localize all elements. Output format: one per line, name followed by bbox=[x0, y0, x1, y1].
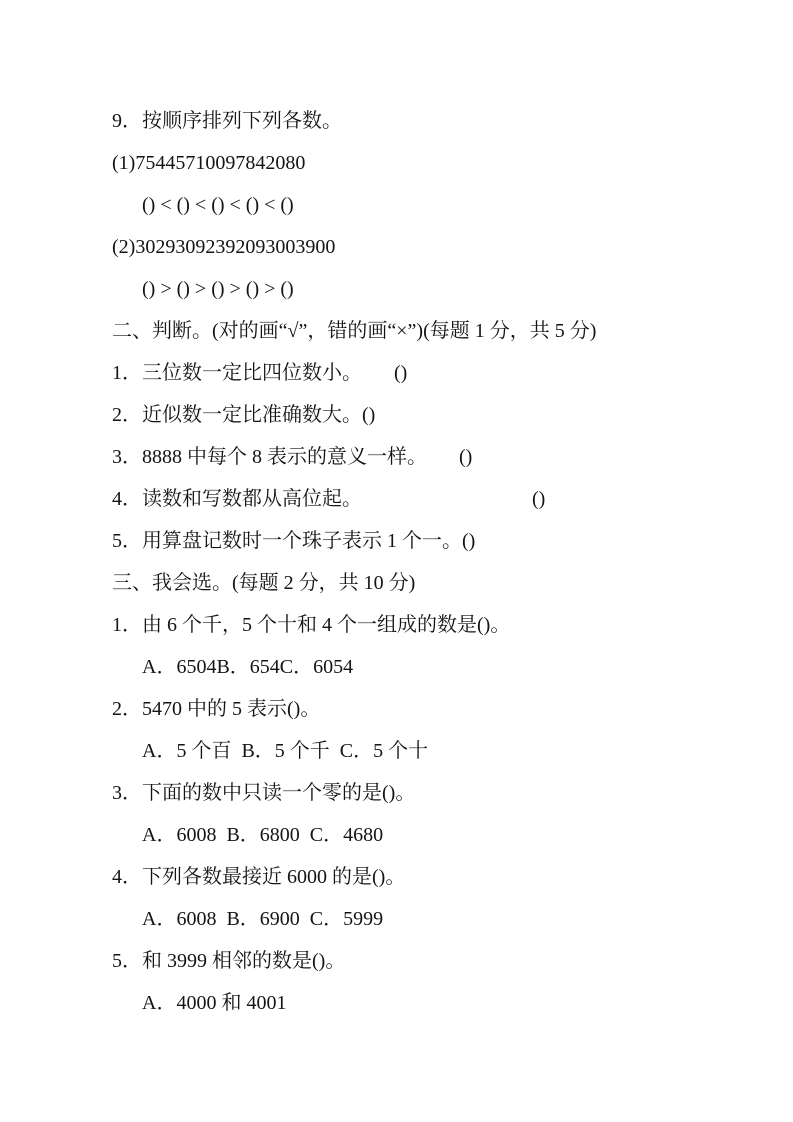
choice-2-options: A．5 个百 B．5 个千 C．5 个十 bbox=[142, 740, 429, 762]
judge-item-1 bbox=[112, 352, 745, 394]
judge-item-3-answer-blank: () bbox=[459, 446, 473, 468]
q9-part1-numbers: (1)75445710097842080 bbox=[112, 152, 306, 174]
judge-item-3-text: 3．8888 中每个 8 表示的意义一样。 bbox=[112, 446, 427, 468]
q9-part2-numbers: (2)30293092392093003900 bbox=[112, 236, 336, 258]
judge-item-4-text: 4．读数和写数都从高位起。 bbox=[112, 488, 362, 510]
judge-item-1-answer-blank: () bbox=[394, 362, 408, 384]
judge-item-2-text: 2．近似数一定比准确数大。 bbox=[112, 404, 362, 426]
judge-item-2-answer-blank: () bbox=[362, 404, 376, 426]
q9-part2-answer-blanks: () > () > () > () > () bbox=[142, 278, 294, 300]
judge-item-1-text: 1．三位数一定比四位数小。 bbox=[112, 362, 362, 384]
choice-1-options: A．6504B．654C．6054 bbox=[142, 656, 354, 678]
choice-4-stem: 4．下列各数最接近 6000 的是()。 bbox=[112, 866, 406, 888]
section2-header: 二、判断。(对的画“√”，错的画“×”)(每题 1 分，共 5 分) bbox=[112, 320, 597, 342]
choice-5-option-a: A．4000 和 4001 bbox=[142, 992, 287, 1014]
judge-item-3 bbox=[112, 436, 745, 478]
choice-4-options: A．6008 B．6900 C．5999 bbox=[142, 908, 384, 930]
choice-1-stem: 1．由 6 个千，5 个十和 4 个一组成的数是()。 bbox=[112, 614, 511, 636]
choice-3-options: A．6008 B．6800 C．4680 bbox=[142, 824, 384, 846]
choice-2-stem: 2．5470 中的 5 表示()。 bbox=[112, 698, 321, 720]
q9-part1-answer-blanks: () < () < () < () < () bbox=[142, 194, 294, 216]
judge-item-5-text: 5．用算盘记数时一个珠子表示 1 个一。 bbox=[112, 530, 462, 552]
judge-item-5 bbox=[112, 520, 745, 562]
q9-prompt: 9．按顺序排列下列各数。 bbox=[112, 110, 342, 132]
judge-item-5-answer-blank: () bbox=[462, 530, 476, 552]
judge-item-4 bbox=[112, 478, 745, 520]
choice-3-stem: 3．下面的数中只读一个零的是()。 bbox=[112, 782, 416, 804]
judge-item-2 bbox=[112, 394, 745, 436]
choice-5-stem: 5．和 3999 相邻的数是()。 bbox=[112, 950, 346, 972]
section3-header: 三、我会选。(每题 2 分，共 10 分) bbox=[112, 572, 416, 594]
judge-item-4-answer-blank: () bbox=[532, 488, 546, 510]
